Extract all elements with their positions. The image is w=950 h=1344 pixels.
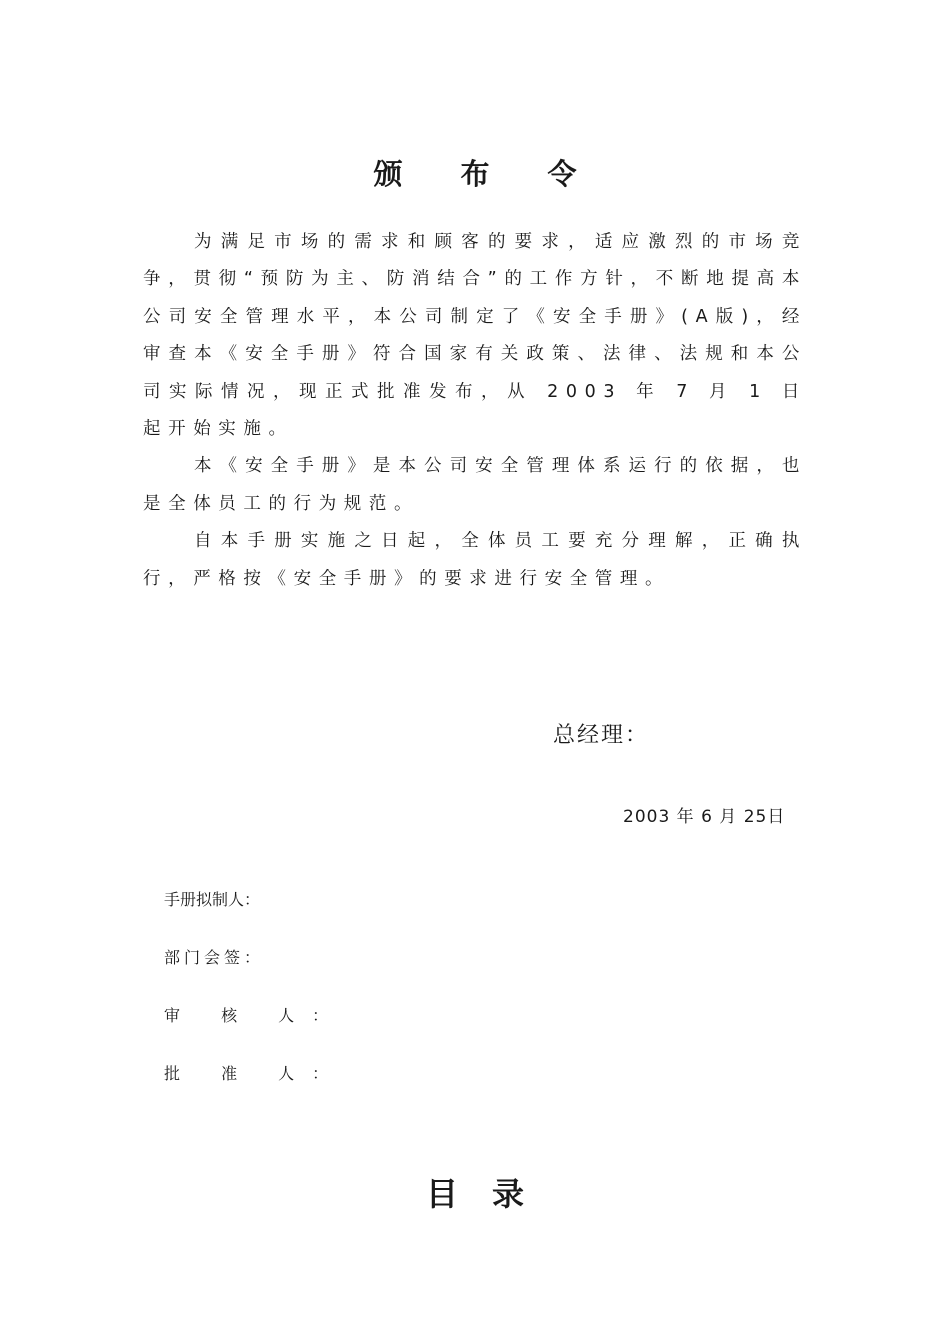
- general-manager-signature-label: 总经理：: [553, 723, 650, 748]
- approval-row-department-countersign: 部门会签：: [164, 948, 265, 967]
- decree-body: [143, 224, 807, 598]
- table-of-contents-heading: 目录: [425, 1175, 558, 1213]
- paragraph-implementation: 自本手册实施之日起，全体员工要充分理解，正确执行，严格按《安全手册》的要求进行安全管理。: [143, 531, 807, 589]
- issue-date: 2003 年 6 月 25日: [623, 807, 786, 827]
- paragraph-purpose: 为满足市场的需求和顾客的要求，适应激烈的市场竞争，贯彻“预防为主、防消结合”的工作方针，不断地提高本公司安全管理水平，本公司制定了《安全手册》(A版)，经审查本《安全手册》符合国家有关政策、法律、法规和本公司实际情况，现正式批准发布，从 2003 年 7 月 1 日起开始实施。: [143, 232, 807, 440]
- approval-row-drafter: 手册拟制人：: [164, 890, 261, 909]
- approval-row-reviewer: 审 核 人：: [164, 1006, 347, 1025]
- paragraph-basis: 本《安全手册》是本公司安全管理体系运行的依据，也是全体员工的行为规范。: [143, 456, 807, 514]
- approval-list: [164, 886, 346, 1118]
- approval-row-approver: 批 准 人：: [164, 1064, 347, 1083]
- page-title: 颁布令: [373, 157, 635, 191]
